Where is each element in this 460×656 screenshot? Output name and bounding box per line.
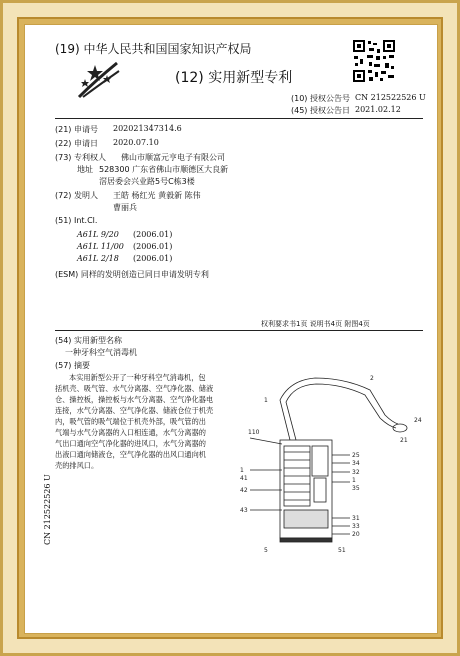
- figure-label: 1: [264, 397, 268, 404]
- pub-no-label: (10) 授权公告号: [291, 94, 350, 103]
- inventor-line-1: 王皓 杨红光 黄毅新 陈伟: [113, 191, 201, 200]
- abstract-line: 连接，水气分离器、空气净化器、储液仓位于机壳: [55, 406, 214, 415]
- figure-label: 33: [352, 523, 360, 530]
- figure-label: 51: [338, 547, 346, 554]
- device-drawing: [220, 360, 430, 560]
- emblem-icon: [75, 59, 121, 99]
- app-no: 202021347314.6: [113, 124, 182, 133]
- title-label: (54) 实用新型名称: [55, 336, 122, 345]
- pub-date-label: (45) 授权公告日: [291, 106, 350, 115]
- ipc-label: (51) Int.Cl.: [55, 216, 98, 225]
- ipc-version: (2006.01): [133, 254, 173, 263]
- inventor-label: (72) 发明人: [55, 191, 98, 200]
- doc-type-title: (12) 实用新型专利: [175, 70, 293, 86]
- abstract-line: 括机壳、吸气管、水气分离器、空气净化器、储液: [55, 384, 214, 393]
- abstract-line: 内，吸气管的吸气端位于机壳外部，吸气管的出: [55, 417, 206, 426]
- abstract-line: 本实用新型公开了一种牙科空气消毒机，包: [69, 373, 206, 382]
- ipc-code: A61L 2/18: [77, 254, 119, 263]
- figure-label: 42: [240, 487, 248, 494]
- abstract-text: [55, 372, 235, 471]
- header-rule: [55, 118, 423, 119]
- abstract-line: 仓、操控板，操控板与水气分离器、空气净化器电: [55, 395, 214, 404]
- abstract-line: 出液口通向储液仓，空气净化器的出风口通向机: [55, 450, 206, 459]
- abstract-line: 气端与水气分离器的入口相连通，水气分离器的: [55, 428, 206, 437]
- figure-label: 25: [352, 452, 360, 459]
- figure-label: 35: [352, 485, 360, 492]
- pub-no: CN 212522526 U: [355, 93, 426, 102]
- app-no-label: (21) 申请号: [55, 125, 98, 134]
- page-count: 权利要求书1页 说明书4页 附图4页: [261, 320, 370, 328]
- ipc-version: (2006.01): [133, 242, 173, 251]
- ipc-version: (2006.01): [133, 230, 173, 239]
- office-name: (19) 中华人民共和国国家知识产权局: [55, 42, 252, 56]
- figure-label: 24: [414, 417, 422, 424]
- qr-code: [352, 39, 396, 83]
- figure-label: 31: [352, 515, 360, 522]
- owner: 佛山市顺富元亨电子有限公司: [121, 153, 225, 162]
- pub-date: 2021.02.12: [355, 105, 401, 114]
- figure-label: 21: [400, 437, 408, 444]
- figure-label: 1: [352, 477, 356, 484]
- utility-title: 一种牙科空气消毒机: [65, 348, 137, 357]
- ipc-code: A61L 9/20: [77, 230, 119, 239]
- app-date: 2020.07.10: [113, 138, 159, 147]
- figure-label: 5: [264, 547, 268, 554]
- figure-label: 2: [370, 375, 374, 382]
- abstract-line: 气出口通向空气净化器的进风口，水气分离器的: [55, 439, 206, 448]
- inventor-line-2: 曹丽兵: [113, 203, 137, 212]
- section-rule: [55, 330, 423, 331]
- esm-note: (ESM) 同样的发明创造已同日申请发明专利: [55, 270, 209, 279]
- patent-page: [24, 24, 438, 634]
- app-date-label: (22) 申请日: [55, 139, 98, 148]
- abstract-line: 壳的排风口。: [55, 461, 99, 470]
- figure-label: 41: [240, 475, 248, 482]
- ipc-code: A61L 11/00: [77, 242, 124, 251]
- figure-label: 110: [248, 429, 260, 436]
- figure-label: 32: [352, 469, 360, 476]
- figure-label: 1: [240, 467, 244, 474]
- address-line-2: 滘居委会兴业路5号C栋3楼: [99, 177, 195, 186]
- figure-label: 34: [352, 460, 360, 467]
- owner-label: (73) 专利权人: [55, 153, 106, 162]
- side-pub-number: CN 212522526 U: [43, 474, 52, 545]
- figure-label: 20: [352, 531, 360, 538]
- figure-label: 43: [240, 507, 248, 514]
- address-label: 地址: [77, 165, 93, 174]
- address-line-1: 528300 广东省佛山市顺德区大良新: [99, 165, 229, 174]
- abstract-label: (57) 摘要: [55, 361, 90, 370]
